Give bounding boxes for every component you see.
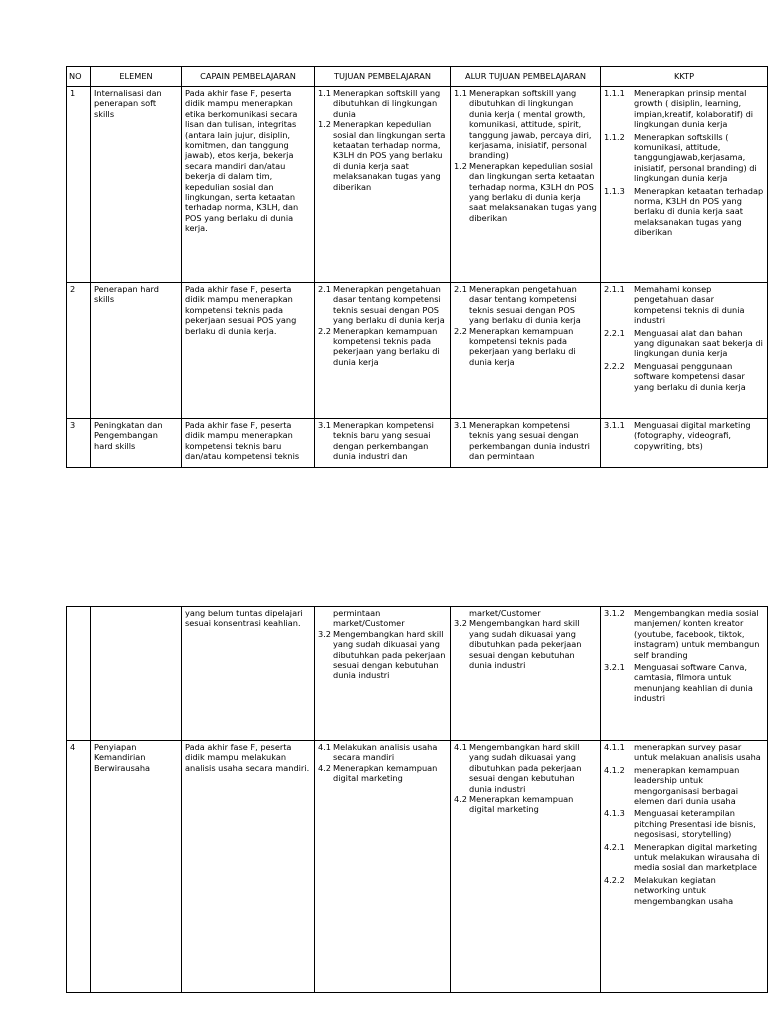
item-number: 4.2 <box>318 762 332 773</box>
capaian-cell: Pada akhir fase F, peserta didik mampu menerapkan kompetensi teknis pada pekerjaan sesuai POS yang berlaku di dunia kerja. <box>182 283 315 419</box>
row-number: 3 <box>67 419 91 468</box>
list-item <box>318 763 447 784</box>
capaian-cell: Pada akhir fase F, peserta didik mampu menerapkan etika berkomunikasi secara lisan dan tulisan, integritas (antara lain jujur, disiplin, komitmen, dan tanggung jawab), etos kerja, bekerja secara mandiri dan/atau bekerja di dalam tim, kepedulian sosial dan lingkungan, serta ketaatan terhadap norma, K3LH, dan POS yang berlaku di dunia kerja. <box>182 87 315 283</box>
list-item <box>318 119 447 192</box>
item-text: permintaan market/Customer <box>333 608 405 629</box>
item-number: 2.2.2 <box>604 360 625 371</box>
item-number: 1.1.2 <box>604 131 625 142</box>
item-text: Menerapkan kemampuan kompetensi teknis pada pekerjaan yang berlaku di dunia kerja <box>469 325 576 367</box>
capaian-cell: yang belum tuntas dipelajari sesuai konsentrasi keahlian. <box>182 607 315 741</box>
row-number: 2 <box>67 283 91 419</box>
alur-cell <box>451 419 601 468</box>
item-text: Memahami konsep pengetahuan dasar kompetensi teknis di dunia industri <box>634 284 745 326</box>
item-text: Menerapkan softskill yang dibutuhkan di lingkungan dunia <box>333 88 441 119</box>
table-header-row <box>67 67 768 87</box>
list-item <box>454 608 597 618</box>
list-item <box>318 420 447 462</box>
list-item <box>604 284 764 326</box>
item-number: 3.2 <box>318 628 332 639</box>
list-item <box>454 326 597 368</box>
item-text: Menerapkan pengetahuan dasar tentang kompetensi teknis sesuai dengan POS yang berlaku di dunia kerja <box>469 284 581 326</box>
kktp-cell <box>601 419 768 468</box>
list-item <box>454 794 597 815</box>
list-item <box>604 662 764 704</box>
item-number: 3.1.1 <box>604 420 625 430</box>
list-item <box>318 326 447 368</box>
item-number <box>454 608 469 618</box>
table-row <box>67 283 768 419</box>
tujuan-cell <box>315 419 451 468</box>
item-number <box>318 608 333 629</box>
row-number <box>67 607 91 741</box>
item-text: Menerapkan prinsip mental growth ( disiplin, learning, impian,kreatif, kolaboratif) di lingkungan dunia kerja <box>634 88 754 130</box>
list-item <box>604 742 764 763</box>
item-number: 2.1 <box>318 284 332 294</box>
elemen-cell: Penerapan hard skills <box>91 283 182 419</box>
item-text: Menguasai alat dan bahan yang digunakan saat bekerja di lingkungan dunia kerja <box>634 327 763 359</box>
item-number: 2.2 <box>454 325 468 336</box>
item-number: 1.1 <box>454 88 468 98</box>
header-tujuan: TUJUAN PEMBELAJARAN <box>315 67 451 87</box>
list-item <box>604 132 764 184</box>
list-item <box>318 88 447 119</box>
capaian-cell: Pada akhir fase F, peserta didik mampu melakukan analisis usaha secara mandiri. <box>182 741 315 993</box>
item-text: Mengembangkan media sosial manjemen/ konten kreator (youtube, facebook, tiktok, instagram) untuk membangun self branding <box>634 608 760 660</box>
elemen-cell: Penyiapan Kemandirian Berwirausaha <box>91 741 182 993</box>
elemen-cell: Peningkatan dan Pengembangan hard skills <box>91 419 182 468</box>
table-row <box>67 87 768 283</box>
kktp-cell <box>601 87 768 283</box>
table-row <box>67 741 768 993</box>
tujuan-cell <box>315 87 451 283</box>
header-kktp: KKTP <box>601 67 768 87</box>
item-number: 3.2.1 <box>604 662 625 673</box>
list-item <box>604 765 764 807</box>
item-text: Menerapkan kepedulian sosial dan lingkungan serta ketaatan terhadap norma, K3LH dn POS yang berlaku di dunia kerja saat melaksanakan tugas yang diberikan <box>469 160 597 223</box>
kktp-cell <box>601 741 768 993</box>
learning-outcomes-table-page-1 <box>66 66 768 468</box>
item-number: 4.1.1 <box>604 742 625 752</box>
kktp-cell <box>601 283 768 419</box>
alur-cell <box>451 607 601 741</box>
item-number: 1.1.1 <box>604 88 625 98</box>
item-text: Menguasai digital marketing (fotography, videografi, copywriting, bts) <box>634 420 751 451</box>
item-text: Melakukan analisis usaha secara mandiri <box>333 742 438 763</box>
item-text: Menerapkan softskill yang dibutuhkan di lingkungan dunia kerja ( mental growth, komunikasi, attitude, spirit, tanggung jawab, percaya diri, kerjasama, inisiatif, personal branding) <box>469 88 592 161</box>
alur-cell <box>451 283 601 419</box>
list-item <box>604 608 764 660</box>
elemen-cell <box>91 607 182 741</box>
item-number: 4.1.2 <box>604 764 625 775</box>
list-item <box>318 284 447 326</box>
list-item <box>604 842 764 873</box>
item-text: Menerapkan digital marketing untuk melakukan wirausaha di media sosial dan marketplace <box>634 841 760 873</box>
alur-cell <box>451 741 601 993</box>
header-no: NO <box>67 67 91 87</box>
item-text: Menguasai penggunaan software kompetensi dasar yang berlaku di dunia kerja <box>634 360 746 392</box>
item-number: 3.1 <box>318 420 332 430</box>
header-elemen: ELEMEN <box>91 67 182 87</box>
row-number: 4 <box>67 741 91 993</box>
item-text: Menerapkan kompetensi teknis yang sesuai dengan perkembangan dunia industri dan permintaan <box>469 420 590 462</box>
list-item <box>454 618 597 670</box>
list-item <box>454 161 597 223</box>
item-text: Menguasai keterampilan pitching Presentasi ide bisnis, negosisasi, storytelling) <box>634 808 756 840</box>
item-number: 2.1 <box>454 284 468 294</box>
item-number: 4.1.3 <box>604 808 625 819</box>
item-text: market/Customer <box>469 608 541 618</box>
item-text: Melakukan kegiatan networking untuk mengembangkan usaha <box>634 874 734 906</box>
list-item <box>454 284 597 326</box>
item-number: 1.2 <box>318 119 332 130</box>
table-row <box>67 607 768 741</box>
item-text: Mengembangkan hard skill yang sudah dikuasai yang dibutuhkan pada pekerjaan sesuai dengan kebutuhan dunia industri <box>333 628 446 681</box>
list-item <box>454 420 597 462</box>
header-alur: ALUR TUJUAN PEMBELAJARAN <box>451 67 601 87</box>
item-number: 1.1.3 <box>604 185 625 196</box>
alur-cell <box>451 87 601 283</box>
elemen-cell: Internalisasi dan penerapan soft skills <box>91 87 182 283</box>
learning-outcomes-table-page-2 <box>66 606 768 993</box>
item-text: Mengembangkan hard skill yang sudah dikuasai yang dibutuhkan pada pekerjaan sesuai dengan kebutuhan dunia industri <box>469 742 582 794</box>
item-number: 2.1.1 <box>604 284 625 294</box>
header-capaian: CAPAIN PEMBELAJARAN <box>182 67 315 87</box>
list-item <box>604 328 764 359</box>
list-item <box>318 608 447 629</box>
item-number: 2.2.1 <box>604 327 625 338</box>
item-text: menerapkan kemampuan leadership untuk mengorganisasi berbagai elemen dari dunia usaha <box>634 764 740 807</box>
list-item <box>318 629 447 681</box>
item-number: 4.2.2 <box>604 874 625 885</box>
list-item <box>454 742 597 794</box>
item-text: menerapkan survey pasar untuk melakuan analisis usaha <box>634 742 761 763</box>
list-item <box>604 808 764 839</box>
item-text: Menerapkan kemampuan digital marketing <box>469 794 574 815</box>
capaian-cell: Pada akhir fase F, peserta didik mampu menerapkan kompetensi teknis baru dan/atau kompetensi teknis <box>182 419 315 468</box>
item-number: 1.2 <box>454 160 468 171</box>
list-item <box>454 88 597 161</box>
item-text: Menerapkan kompetensi teknis baru yang sesuai dengan perkembangan dunia industri dan <box>333 420 434 462</box>
list-item <box>604 420 764 451</box>
item-number: 4.1 <box>318 742 332 752</box>
item-text: Menguasai software Canva, camtasia, filmora untuk menunjang keahlian di dunia industri <box>634 662 753 704</box>
item-text: Menerapkan kepedulian sosial dan lingkungan serta ketaatan terhadap norma, K3LH dn POS yang berlaku di dunia kerja saat melaksanakan tugas yang diberikan <box>333 119 446 192</box>
list-item <box>318 742 447 763</box>
list-item <box>604 88 764 130</box>
item-number: 3.1.2 <box>604 608 625 618</box>
item-number: 4.2 <box>454 794 468 805</box>
item-text: Menerapkan kemampuan digital marketing <box>333 762 438 784</box>
tujuan-cell <box>315 607 451 741</box>
tujuan-cell <box>315 283 451 419</box>
row-number: 1 <box>67 87 91 283</box>
item-text: Menerapkan pengetahuan dasar tentang kompetensi teknis sesuai dengan POS yang berlaku di dunia kerja <box>333 284 445 326</box>
item-text: Mengembangkan hard skill yang sudah dikuasai yang dibutuhkan pada pekerjaan sesuai dengan kebutuhan dunia industri <box>469 618 582 671</box>
item-number: 1.1 <box>318 88 332 98</box>
item-number: 4.1 <box>454 742 468 752</box>
item-text: Menerapkan ketaatan terhadap norma, K3LH dn POS yang berlaku di dunia kerja saat melaksanakan tugas yang diberikan <box>634 185 764 238</box>
tujuan-cell <box>315 741 451 993</box>
item-number: 3.1 <box>454 420 468 430</box>
list-item <box>604 186 764 238</box>
kktp-cell <box>601 607 768 741</box>
item-number: 2.2 <box>318 325 332 336</box>
item-number: 3.2 <box>454 618 468 629</box>
list-item <box>604 361 764 392</box>
item-number: 4.2.1 <box>604 841 625 852</box>
list-item <box>604 875 764 906</box>
table-row <box>67 419 768 468</box>
item-text: Menerapkan kemampuan kompetensi teknis pada pekerjaan yang berlaku di dunia kerja <box>333 325 440 367</box>
item-text: Menerapkan softskills ( komunikasi, attitude, tanggungjawab,kerjasama, inisiatif, personal branding) di lingkungan dunia kerja <box>634 131 757 184</box>
